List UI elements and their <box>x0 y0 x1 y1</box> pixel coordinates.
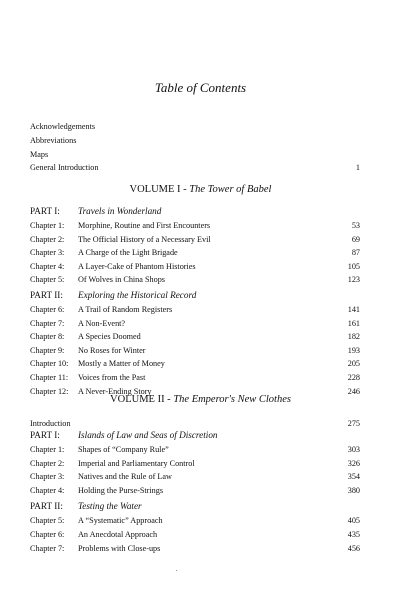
scan-speck <box>176 570 177 571</box>
chapter-entry <box>30 485 360 496</box>
part-heading <box>30 290 360 301</box>
chapter-entry-title: Morphine, Routine and First Encounters <box>78 221 211 230</box>
introduction-entry-page: 275 <box>347 419 360 428</box>
chapter-entry-title: Natives and the Rule of Law <box>78 472 172 482</box>
chapter-entry <box>30 543 360 554</box>
chapter-entry <box>30 274 360 285</box>
chapter-entry <box>30 318 360 329</box>
chapter-entry-title: A Trail of Random Registers <box>78 305 173 314</box>
chapter-entry <box>30 444 360 455</box>
page-title: Table of Contents <box>154 80 247 95</box>
chapter-entry-label: Chapter 6: <box>30 530 65 539</box>
part-heading-label: PART I: <box>30 206 60 216</box>
front-matter-item-title: Abbreviations <box>30 136 77 145</box>
chapter-entry-label: Chapter 6: <box>30 305 65 314</box>
chapter-entry-label: Chapter 7: <box>30 543 65 553</box>
chapter-entry-title: Imperial and Parliamentary Control <box>78 458 195 468</box>
chapter-entry <box>30 345 360 356</box>
chapter-entry-title: Problems with Close-ups <box>78 543 161 553</box>
chapter-entry-label: Chapter 8: <box>30 332 65 342</box>
chapter-entry-label: Chapter 3: <box>30 248 65 258</box>
volume-heading-heading: VOLUME II - <box>110 394 174 405</box>
chapter-entry-title: No Roses for Winter <box>78 345 146 355</box>
chapter-entry-page: 69 <box>351 234 360 244</box>
chapter-entry-page: 87 <box>351 248 360 258</box>
chapter-entry-title: Voices from the Past <box>78 373 146 382</box>
chapter-entry-label: Chapter 1: <box>30 221 65 230</box>
front-matter-item-page: 1 <box>355 163 360 172</box>
chapter-entry-label: Chapter 11: <box>30 373 69 382</box>
chapter-entry-page: 435 <box>347 530 360 539</box>
volume-heading-subtitle: The Emperor's New Clothes <box>173 394 291 405</box>
chapter-entry-page: 105 <box>347 261 360 271</box>
chapter-entry-title: Holding the Purse-Strings <box>78 485 164 495</box>
introduction-entry-title: Introduction <box>30 419 71 428</box>
chapter-entry-page: 456 <box>347 543 360 553</box>
chapter-entry-title: The Official History of a Necessary Evil <box>78 234 211 244</box>
chapter-entry <box>30 220 360 231</box>
front-matter-item-title: Acknowledgements <box>30 122 96 131</box>
chapter-entry-page: 53 <box>351 221 360 230</box>
chapter-entry-page: 405 <box>347 516 360 526</box>
volume-heading <box>0 184 401 195</box>
chapter-entry-label: Chapter 9: <box>30 345 65 355</box>
chapter-entry-page: 161 <box>347 318 360 328</box>
chapter-entry-page: 303 <box>347 445 360 454</box>
chapter-entry-label: Chapter 7: <box>30 318 65 328</box>
chapter-entry-title: A Charge of the Light Brigade <box>78 248 178 258</box>
chapter-entry-page: 354 <box>347 472 360 482</box>
chapter-entry <box>30 471 360 482</box>
chapter-entry-page: 193 <box>347 345 360 355</box>
part-heading-title: Exploring the Historical Record <box>78 290 197 300</box>
chapter-entry-page: 141 <box>347 305 360 314</box>
chapter-entry <box>30 304 360 315</box>
introduction-entry <box>30 418 360 429</box>
chapter-entry-page: 246 <box>347 386 360 396</box>
front-matter-item <box>30 162 360 173</box>
chapter-entry-label: Chapter 3: <box>30 472 65 482</box>
chapter-entry <box>30 358 360 369</box>
part-heading <box>30 430 360 441</box>
part-heading-title: Testing the Water <box>78 501 142 512</box>
front-matter-item-title: Maps <box>30 150 49 159</box>
chapter-entry-label: Chapter 4: <box>30 261 65 271</box>
chapter-entry-title: Mostly a Matter of Money <box>78 359 165 369</box>
chapter-entry <box>30 247 360 258</box>
chapter-entry-title: A Never-Ending Story <box>78 386 152 396</box>
volume-heading <box>0 394 401 405</box>
part-heading-title: Travels in Wonderland <box>78 206 162 216</box>
chapter-entry <box>30 331 360 342</box>
part-heading <box>30 206 360 217</box>
chapter-entry-label: Chapter 2: <box>30 458 65 468</box>
chapter-entry-title: Shapes of “Company Rule” <box>78 445 169 454</box>
chapter-entry-label: Chapter 12: <box>30 386 69 396</box>
front-matter-item <box>30 135 360 146</box>
chapter-entry-title: A “Systematic” Approach <box>78 516 163 526</box>
chapter-entry-page: 205 <box>347 359 360 369</box>
volume-heading-heading: VOLUME I - <box>129 184 190 195</box>
chapter-entry <box>30 515 360 526</box>
part-heading-title: Islands of Law and Seas of Discretion <box>78 430 218 440</box>
chapter-entry-title: A Layer-Cake of Phantom Histories <box>78 261 196 271</box>
volume-heading-subtitle: The Tower of Babel <box>189 184 272 195</box>
chapter-entry <box>30 234 360 245</box>
part-heading-label: PART II: <box>30 290 63 300</box>
chapter-entry-label: Chapter 4: <box>30 485 65 495</box>
chapter-entry <box>30 261 360 272</box>
chapter-entry <box>30 372 360 383</box>
part-heading-label: PART I: <box>30 430 60 440</box>
front-matter-item <box>30 121 360 132</box>
front-matter-item-title: General Introduction <box>30 163 99 172</box>
chapter-entry-page: 228 <box>347 373 360 382</box>
chapter-entry-title: A Non-Event? <box>78 318 126 328</box>
chapter-entry-title: A Species Doomed <box>78 332 141 342</box>
chapter-entry-label: Chapter 10: <box>30 359 69 369</box>
chapter-entry <box>30 529 360 540</box>
chapter-entry-page: 182 <box>347 332 360 342</box>
front-matter-item <box>30 149 360 160</box>
chapter-entry-page: 380 <box>347 485 360 495</box>
chapter-entry-page: 326 <box>347 458 360 468</box>
chapter-entry-label: Chapter 5: <box>30 275 65 285</box>
chapter-entry-label: Chapter 2: <box>30 234 65 244</box>
chapter-entry-title: Of Wolves in China Shops <box>78 275 165 285</box>
chapter-entry-title: An Anecdotal Approach <box>78 530 158 539</box>
chapter-entry <box>30 458 360 469</box>
chapter-entry-label: Chapter 1: <box>30 445 65 454</box>
chapter-entry-page: 123 <box>347 275 360 285</box>
part-heading <box>30 501 360 512</box>
part-heading-label: PART II: <box>30 501 63 512</box>
chapter-entry-label: Chapter 5: <box>30 516 65 526</box>
